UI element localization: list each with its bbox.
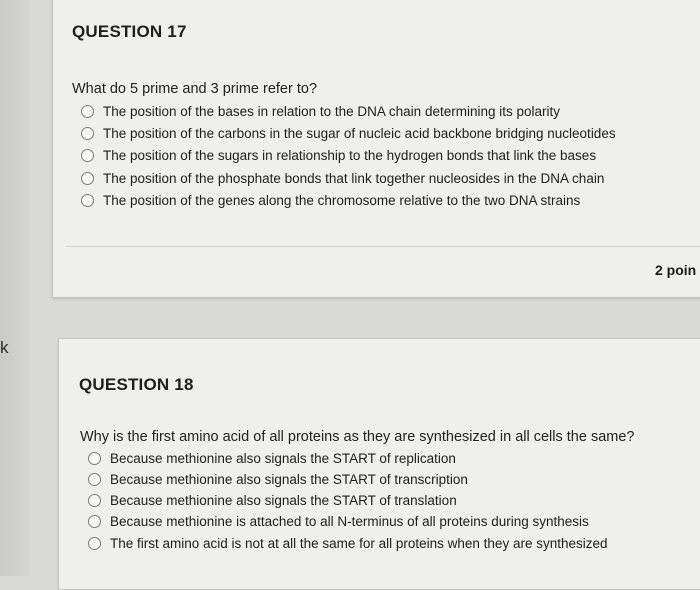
radio-button[interactable] xyxy=(88,473,101,486)
radio-button[interactable] xyxy=(81,149,94,162)
sidebar-fragment-text: k xyxy=(0,338,9,357)
question-17-points: 2 poin xyxy=(655,262,697,278)
question-17-option-3[interactable] xyxy=(81,148,596,163)
option-label: The position of the phosphate bonds that link together nucleosides in the DNA chain xyxy=(103,171,605,186)
radio-button[interactable] xyxy=(81,172,94,185)
option-label: Because methionine also signals the START of transcription xyxy=(110,472,468,487)
question-17-divider xyxy=(66,246,700,247)
option-label: The position of the sugars in relationship to the hydrogen bonds that link the bases xyxy=(103,148,597,163)
points-container xyxy=(630,258,700,282)
question-18-option-5[interactable] xyxy=(88,536,608,551)
option-label: The position of the carbons in the sugar of nucleic acid backbone bridging nucleotides xyxy=(103,126,616,141)
question-18-prompt: Why is the first amino acid of all proteins as they are synthesized in all cells the same? xyxy=(80,429,635,445)
option-label: Because methionine also signals the START of replication xyxy=(110,451,456,466)
question-18-option-3[interactable] xyxy=(88,493,457,508)
question-17-option-5[interactable] xyxy=(81,193,580,208)
question-18-option-2[interactable] xyxy=(88,472,468,487)
radio-button[interactable] xyxy=(88,494,101,507)
radio-button[interactable] xyxy=(88,537,101,550)
question-17-title: QUESTION 17 xyxy=(72,22,187,41)
option-label: The position of the bases in relation to the DNA chain determining its polarity xyxy=(103,104,561,119)
option-label: Because methionine is attached to all N-terminus of all proteins during synthesis xyxy=(110,514,589,529)
question-17-prompt: What do 5 prime and 3 prime refer to? xyxy=(72,81,318,97)
radio-button[interactable] xyxy=(81,194,94,207)
radio-button[interactable] xyxy=(88,515,101,528)
radio-button[interactable] xyxy=(88,452,101,465)
option-label: Because methionine also signals the START of translation xyxy=(110,493,457,508)
option-label: The position of the genes along the chromosome relative to the two DNA strains xyxy=(103,193,581,208)
question-17-option-4[interactable] xyxy=(81,171,604,186)
radio-button[interactable] xyxy=(81,105,94,118)
question-18-title: QUESTION 18 xyxy=(79,375,194,394)
left-sidebar-edge xyxy=(0,0,30,576)
option-label: The first amino acid is not at all the same for all proteins when they are synthesized xyxy=(110,536,608,551)
question-17-option-2[interactable] xyxy=(81,126,616,141)
question-18-option-1[interactable] xyxy=(88,451,456,466)
question-17-option-1[interactable] xyxy=(81,104,560,119)
question-18-option-4[interactable] xyxy=(88,514,589,529)
radio-button[interactable] xyxy=(81,127,94,140)
